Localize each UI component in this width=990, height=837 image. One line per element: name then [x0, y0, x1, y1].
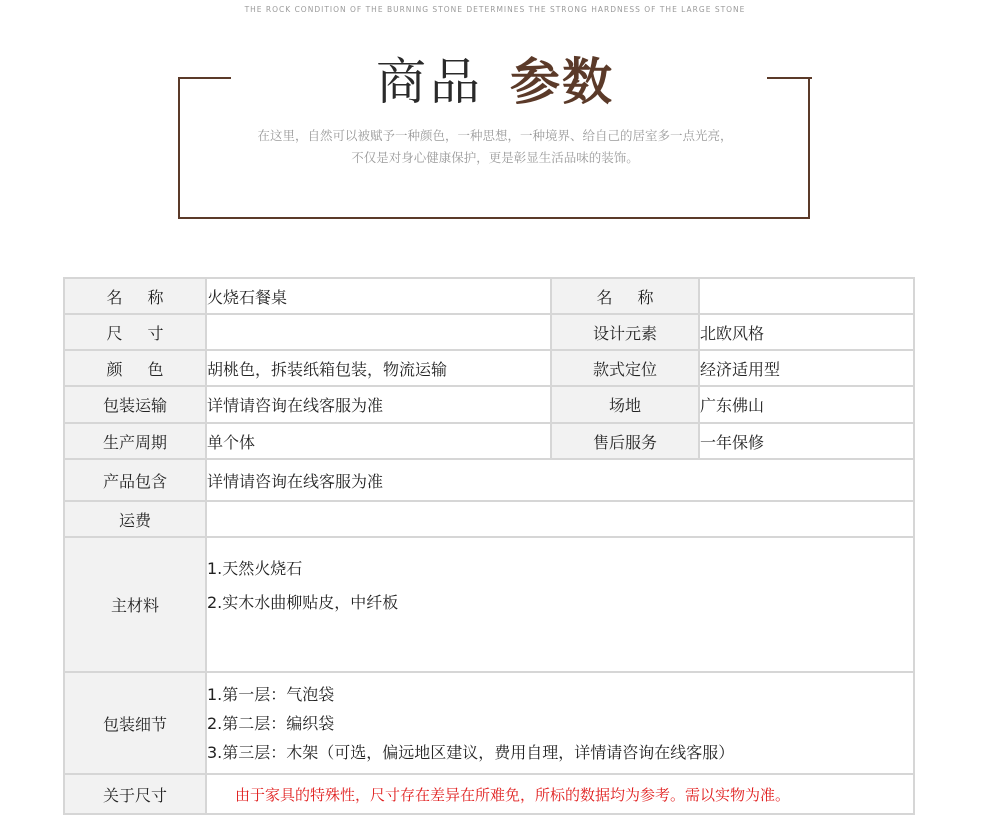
label-cell: 包装细节 [64, 672, 206, 774]
title-bold: 参数 [510, 53, 614, 111]
value-cell [206, 537, 914, 672]
parameters-table [63, 277, 915, 815]
value-cell [699, 278, 914, 314]
table-row [64, 459, 914, 501]
value-cell: 火烧石餐桌 [206, 278, 551, 314]
label-cell: 售后服务 [551, 423, 699, 459]
value-cell: 胡桃色，拆装纸箱包装，物流运输 [206, 350, 551, 386]
table-row [64, 350, 914, 386]
value-cell: 详情请咨询在线客服为准 [206, 459, 914, 501]
title-light: 商品 [376, 53, 484, 111]
label-cell: 尺 寸 [64, 314, 206, 350]
label-cell: 场地 [551, 386, 699, 423]
list-item: 1.第一层：气泡袋 [207, 684, 335, 704]
table-row [64, 774, 914, 814]
value-cell: 详情请咨询在线客服为准 [206, 386, 551, 423]
value-cell: 单个体 [206, 423, 551, 459]
label-cell: 名 称 [551, 278, 699, 314]
intro-line-1: 在这里，自然可以被赋予一种颜色，一种思想，一种境界、给自己的居室多一点光亮， [257, 128, 733, 143]
table-row [64, 386, 914, 423]
value-cell: 广东佛山 [699, 386, 914, 423]
value-cell [206, 501, 914, 537]
label-cell: 产品包含 [64, 459, 206, 501]
list-item: 3.第三层：木架（可选，偏远地区建议，费用自理，详情请咨询在线客服） [207, 742, 735, 762]
label-cell: 关于尺寸 [64, 774, 206, 814]
table-row [64, 314, 914, 350]
value-cell: 经济适用型 [699, 350, 914, 386]
table-row [64, 423, 914, 459]
table-row [64, 278, 914, 314]
label-cell: 款式定位 [551, 350, 699, 386]
intro-text [0, 125, 990, 169]
intro-line-2: 不仅是对身心健康保护，更是彰显生活品味的装饰。 [351, 150, 639, 165]
list-item: 2.实木水曲柳贴皮，中纤板 [207, 593, 399, 612]
table-row [64, 537, 914, 672]
label-cell: 颜 色 [64, 350, 206, 386]
label-cell: 运费 [64, 501, 206, 537]
value-cell [206, 672, 914, 774]
page-title [0, 52, 990, 112]
list-item: 2.第二层：编织袋 [207, 713, 335, 733]
value-cell: 一年保修 [699, 423, 914, 459]
label-cell: 设计元素 [551, 314, 699, 350]
tagline: THE ROCK CONDITION OF THE BURNING STONE DETERMINES THE STRONG HARDNESS OF THE LARGE STONE [244, 5, 746, 14]
label-cell: 包装运输 [64, 386, 206, 423]
list-item: 1.天然火烧石 [207, 559, 303, 578]
label-cell: 主材料 [64, 537, 206, 672]
table-row [64, 672, 914, 774]
label-cell: 生产周期 [64, 423, 206, 459]
table-row [64, 501, 914, 537]
value-cell [206, 314, 551, 350]
value-cell: 北欧风格 [699, 314, 914, 350]
label-cell: 名 称 [64, 278, 206, 314]
value-cell [206, 774, 914, 814]
size-note: 由于家具的特殊性，尺寸存在差异在所难免，所标的数据均为参考。需以实物为准。 [235, 785, 791, 804]
